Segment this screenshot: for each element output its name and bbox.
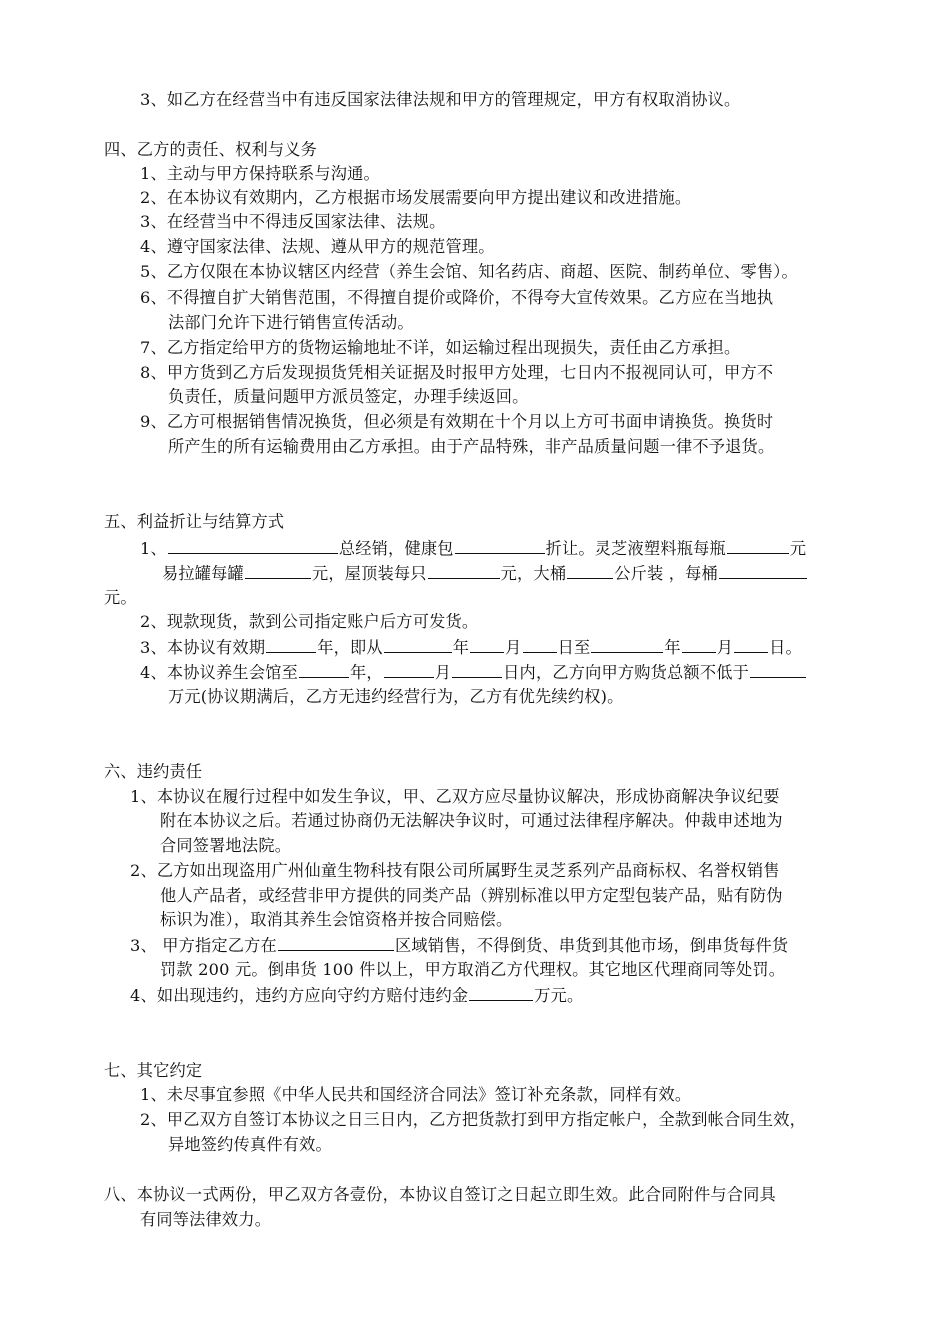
blank-roof-pack-price[interactable]: [428, 563, 500, 579]
s5-i3-text-d: 月: [505, 638, 522, 657]
s5-item-1-line1: [140, 538, 806, 559]
s5-i4-text-a: 4、本协议养生会馆至: [140, 663, 298, 682]
s6-i4-text-b: 万元。: [534, 986, 584, 1005]
s5-item-4-line1: [140, 662, 807, 683]
blank-term-years[interactable]: [266, 637, 316, 653]
s6-item-3-line2: 罚款 200 元。倒串货 100 件以上，甲方取消乙方代理权。其它地区代理商同等处罚。: [160, 960, 786, 979]
s4-item-9-line1: 9、乙方可根据销售情况换货，但必须是有效期在十个月以上方可书面申请换货。换货时: [140, 412, 774, 431]
blank-start-month[interactable]: [470, 637, 504, 653]
section-8-line1: 八、本协议一式两份，甲乙双方各壹份，本协议自签订之日起立即生效。此合同附件与合同具: [104, 1185, 776, 1204]
s5-i4-text-d: 日内，乙方向甲方购货总额不低于: [503, 663, 749, 682]
s5-item-4-line2: 万元(协议期满后，乙方无违约经营行为，乙方有优先续约权)。: [168, 687, 624, 706]
section-6-title: 六、违约责任: [104, 762, 203, 781]
s6-item-1-line2: 附在本协议之后。若通过协商仍无法解决争议时，可通过法律程序解决。仲裁申述地为: [160, 811, 783, 830]
blank-end-month[interactable]: [682, 637, 716, 653]
blank-min-purchase[interactable]: [750, 662, 806, 678]
blank-end-day[interactable]: [734, 637, 768, 653]
s4-item-3: 3、在经营当中不得违反国家法律、法规。: [140, 212, 446, 231]
s5-item-3: [140, 637, 802, 658]
s5-item-1-line3: 元。: [104, 588, 137, 607]
blank-club-month[interactable]: [384, 662, 434, 678]
s5-i3-text-f: 年: [664, 638, 681, 657]
blank-can-price[interactable]: [245, 563, 311, 579]
blank-barrel-kg[interactable]: [567, 563, 613, 579]
s4-item-2: 2、在本协议有效期内，乙方根据市场发展需要向甲方提出建议和改进措施。: [140, 188, 692, 207]
s7-item-1: 1、未尽事宜参照《中华人民共和国经济合同法》签订补充条款，同样有效。: [140, 1085, 692, 1104]
s4-item-6-line2: 法部门允许下进行销售宣传活动。: [168, 313, 414, 332]
blank-club-year[interactable]: [299, 662, 349, 678]
blank-health-pack[interactable]: [455, 538, 545, 554]
s6-item-1-line1: 1、本协议在履行过程中如发生争议，甲、乙双方应尽量协议解决，形成协商解决争议纪要: [130, 787, 780, 806]
s7-item-2-line2: 异地签约传真件有效。: [168, 1135, 332, 1154]
s4-item-5: 5、乙方仅限在本协议辖区内经营（养生会馆、知名药店、商超、医院、制药单位、零售）。: [140, 262, 798, 281]
s4-item-1: 1、主动与甲方保持联系与沟通。: [140, 164, 380, 183]
blank-end-year[interactable]: [591, 637, 663, 653]
s5-i1-text-c: 折让。灵芝液塑料瓶每瓶: [545, 539, 726, 558]
s6-i3-text-a: 3、 甲方指定乙方在: [130, 936, 277, 955]
s5-i1-text-d: 元: [789, 539, 807, 558]
blank-penalty-amount[interactable]: [469, 985, 533, 1001]
s6-item-2-line2: 他人产品者，或经营非甲方提供的同类产品（辨别标准以甲方定型包装产品，贴有防伪: [160, 886, 783, 905]
s6-item-1-line3: 合同签署地法院。: [160, 836, 292, 855]
s5-i3-text-b: 年，即从: [317, 638, 383, 657]
clause-3-cancel: 3、如乙方在经营当中有违反国家法律法规和甲方的管理规定，甲方有权取消协议。: [140, 90, 741, 109]
s4-item-9-line2: 所产生的所有运输费用由乙方承担。由于产品特殊，非产品质量问题一律不予退货。: [168, 437, 775, 456]
s5-item-1-line2: [162, 563, 808, 584]
blank-start-day[interactable]: [523, 637, 557, 653]
s6-item-4: [130, 985, 583, 1006]
s5-i3-text-a: 3、本协议有效期: [140, 638, 266, 657]
blank-distributor[interactable]: [168, 538, 338, 554]
s6-i3-text-b: 区域销售，不得倒货、串货到其他市场，倒串货每件货: [394, 936, 789, 955]
s7-item-2-line1: 2、甲乙双方自签订本协议之日三日内，乙方把货款打到甲方指定帐户，全款到帐合同生效，: [140, 1110, 806, 1129]
s6-item-2-line1: 2、乙方如出现盗用广州仙童生物科技有限公司所属野生灵芝系列产品商标权、名誉权销售: [130, 861, 780, 880]
s6-i4-text-a: 4、如出现违约，违约方应向守约方赔付违约金: [130, 986, 469, 1005]
blank-barrel-price[interactable]: [719, 563, 807, 579]
s5-i1-text-b: 总经销，健康包: [338, 539, 454, 558]
blank-sales-region[interactable]: [278, 935, 394, 951]
s5-i3-text-g: 月: [716, 638, 734, 657]
s4-item-6-line1: 6、不得擅自扩大销售范围，不得擅自提价或降价，不得夸大宣传效果。乙方应在当地执: [140, 288, 774, 307]
s5-item-2: 2、现款现货，款到公司指定账户后方可发货。: [140, 612, 479, 631]
s4-item-8-line1: 8、甲方货到乙方后发现损货凭相关证据及时报甲方处理，七日内不报视同认可，甲方不: [140, 363, 774, 382]
s4-item-7: 7、乙方指定给甲方的货物运输地址不详，如运输过程出现损失，责任由乙方承担。: [140, 338, 741, 357]
s5-i3-text-h: 日。: [769, 638, 802, 657]
s6-item-3-line1: [130, 935, 788, 956]
s4-item-8-line2: 负责任，质量问题甲方派员签定，办理手续返回。: [168, 387, 529, 406]
blank-start-year[interactable]: [384, 637, 452, 653]
s5-i1-text-h: 公斤装 ，每桶: [614, 564, 718, 583]
s4-item-4: 4、遵守国家法律、法规、遵从甲方的规范管理。: [140, 237, 495, 256]
section-7-title: 七、其它约定: [104, 1061, 203, 1080]
s5-i1-text-e: 易拉罐每罐: [162, 564, 244, 583]
section-8-line2: 有同等法律效力。: [140, 1210, 272, 1229]
section-5-title: 五、利益折让与结算方式: [104, 512, 285, 531]
s5-i1-num: 1、: [140, 539, 167, 558]
s6-item-2-line3: 标识为准），取消其养生会馆资格并按合同赔偿。: [160, 910, 513, 929]
s5-i1-text-g: 元，大桶: [500, 564, 567, 583]
section-4-title: 四、乙方的责任、权利与义务: [104, 140, 318, 159]
s5-i1-text-f: 元，屋顶装每只: [311, 564, 427, 583]
s5-i3-text-e: 日至: [557, 638, 591, 657]
blank-bottle-price[interactable]: [727, 538, 789, 554]
s5-i4-text-b: 年，: [350, 663, 383, 682]
s5-i4-text-c: 月: [434, 663, 452, 682]
blank-club-day[interactable]: [452, 662, 502, 678]
s5-i3-text-c: 年: [452, 638, 470, 657]
